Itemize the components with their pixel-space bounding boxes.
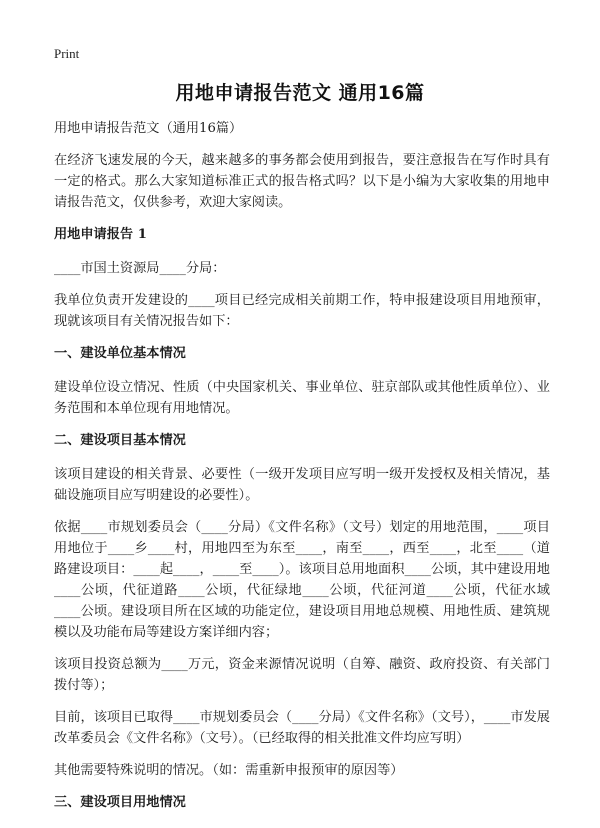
- page-title: 用地申请报告范文 通用16篇: [175, 82, 425, 104]
- section-2-paragraph-2: 依据____市规划委员会（____分局）《文件名称》（文号）划定的用地范围，____项目用地位于____乡____村，用地四至为东至____，南至____，西至____，北至____（道路建设项目：____起____，____至____）。该项目总用地面积____公顷，其中建设用地____公顷，代征道路____公顷，代征绿地____公顷，代征河道____公顷，代征水域____公顷。建设项目所在区域的功能定位，建设项目用地总规模、用地性质、建筑规模以及功能布局等建设方案详细内容；: [54, 520, 550, 640]
- intro-paragraph: 在经济飞速发展的今天，越来越多的事务都会使用到报告，要注意报告在写作时具有一定的格式。那么大家知道标准正式的报告格式吗？以下是小编为大家收集的用地申请报告范文，仅供参考，欢迎大家阅读。: [54, 153, 550, 210]
- section-heading-3: 三、建设项目用地情况: [54, 795, 186, 810]
- section-2-paragraph-5: 其他需要特殊说明的情况。（如：需重新申报预审的原因等）: [54, 763, 404, 778]
- document-subtitle: 用地申请报告范文（通用16篇）: [54, 121, 243, 136]
- section-heading-1: 一、建设单位基本情况: [54, 346, 186, 361]
- section-1-paragraph: 建设单位设立情况、性质（中央国家机关、事业单位、驻京部队或其他性质单位）、业务范围和本单位现有用地情况。: [54, 380, 550, 416]
- section-2-paragraph-3: 该项目投资总额为____万元，资金来源情况说明（自筹、融资、政府投资、有关部门拨付等）；: [54, 657, 550, 693]
- salutation: ____市国土资源局____分局：: [54, 261, 226, 276]
- section-heading-2: 二、建设项目基本情况: [54, 433, 186, 448]
- section-2-paragraph-1: 该项目建设的相关背景、必要性（一级开发项目应写明一级开发授权及相关情况，基础设施项目应写明建设的必要性）。: [54, 467, 550, 503]
- opening-paragraph: 我单位负责开发建设的____项目已经完成相关前期工作，特申报建设项目用地预审，现就该项目有关情况报告如下：: [54, 293, 550, 329]
- report-heading: 用地申请报告 1: [54, 227, 147, 242]
- document-body: [54, 118, 550, 826]
- section-2-paragraph-4: 目前，该项目已取得____市规划委员会（____分局）《文件名称》（文号），____市发展改革委员会《文件名称》（文号）。（已经取得的相关批准文件均应写明）: [54, 710, 550, 746]
- print-link[interactable]: Print: [54, 46, 80, 61]
